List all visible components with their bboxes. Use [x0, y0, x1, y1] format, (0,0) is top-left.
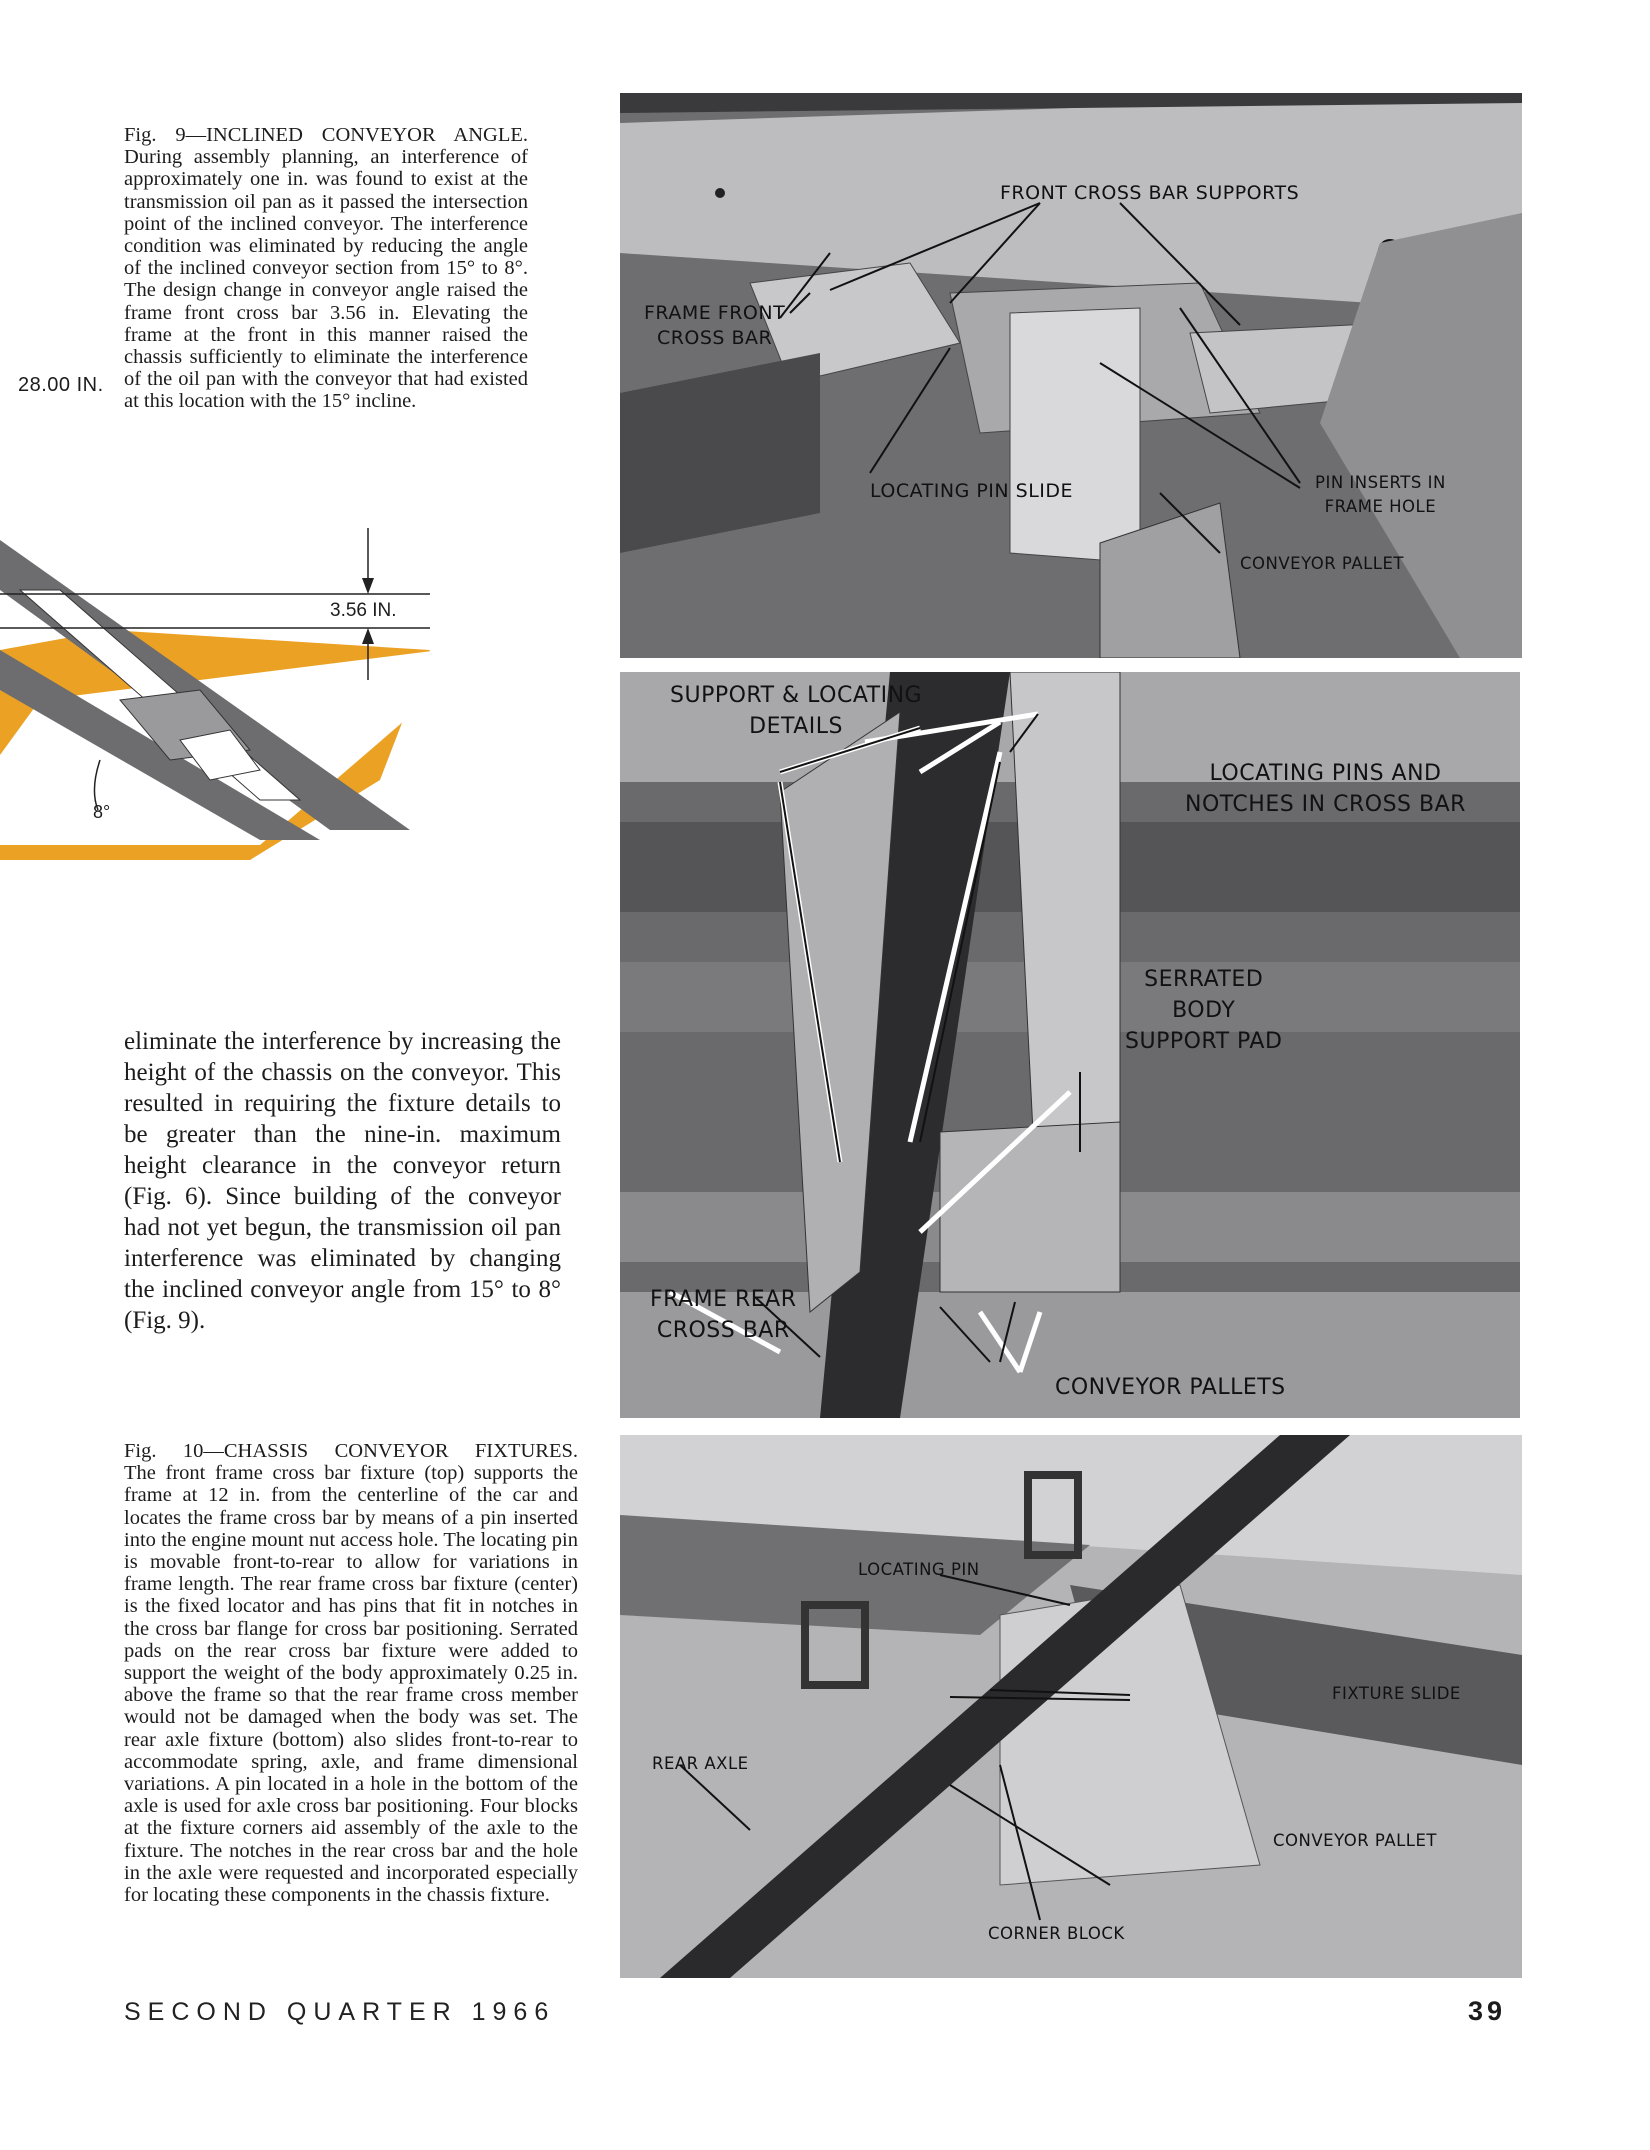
fig9-title: Fig. 9—INCLINED CONVEYOR ANGLE.	[124, 124, 528, 146]
label-line: CROSS BAR	[656, 1318, 790, 1343]
label-conveyor-pallets: CONVEYOR PALLETS	[1055, 1375, 1286, 1400]
label-fixture-slide: FIXTURE SLIDE	[1332, 1684, 1461, 1703]
label-frame-rear-cross-bar	[650, 1284, 797, 1346]
label-front-cross-bar-supports: FRONT CROSS BAR SUPPORTS	[1000, 182, 1300, 204]
label-support-locating-details	[670, 680, 922, 742]
label-frame-front-cross-bar	[644, 301, 785, 351]
label-line: CROSS BAR	[656, 327, 773, 349]
label-corner-block: CORNER BLOCK	[988, 1924, 1125, 1943]
label-line: SUPPORT & LOCATING	[670, 683, 923, 708]
footer-issue: SECOND QUARTER 1966	[124, 1998, 556, 2026]
label-line: FRAME FRONT	[644, 302, 786, 324]
label-line: PIN INSERTS IN	[1315, 473, 1446, 492]
body-paragraph: eliminate the interference by increasing the height of the chassis on the conveyor. This resulted in requiring the fixture details to be greater than the nine-in. maximum height clearance in the conveyor return (Fig. 6). Since building of the conveyor had not yet begun, the transmission oil pan interference was eliminated by changing the inclined conveyor angle from 15° to 8° (Fig. 9).	[124, 1028, 561, 1334]
label-line: SERRATED	[1144, 967, 1264, 992]
label-locating-pins-notches	[1185, 758, 1466, 820]
page-number: 39	[1468, 1996, 1507, 2026]
label-serrated-body-support-pad	[1125, 964, 1282, 1057]
arrow-down-icon	[362, 578, 374, 594]
label-conveyor-pallet: CONVEYOR PALLET	[1240, 554, 1405, 573]
dimension-rise-label: 3.56 IN.	[330, 600, 397, 621]
label-line: BODY	[1172, 998, 1236, 1023]
fig9-text: During assembly planning, an interference of approximately one in. was found to exist at the transmission oil pan as it passed the intersection point of the inclined conveyor. The interference condition was eliminated by reducing the angle of the inclined conveyor section from 15° to 8°. The design change in conveyor angle raised the frame front cross bar 3.56 in. Elevating the frame at the front in this manner raised the chassis sufficiently to eliminate the interference of the oil pan with the conveyor that had existed at this location with the 15° incline.	[124, 146, 528, 413]
inclined-conveyor-diagram	[0, 500, 440, 860]
label-line: NOTCHES IN CROSS BAR	[1185, 792, 1466, 817]
fig10-title: Fig. 10—CHASSIS CONVEYOR FIXTURES.	[124, 1440, 578, 1462]
label-pin-inserts	[1315, 471, 1446, 519]
photo-rear-axle-fixture	[620, 1435, 1522, 1978]
label-line: FRAME HOLE	[1324, 497, 1437, 516]
dimension-height-label: 28.00 IN.	[18, 374, 104, 396]
label-line: FRAME REAR	[650, 1287, 797, 1312]
label-line: SUPPORT PAD	[1125, 1029, 1283, 1054]
photo-front-cross-bar-fixture	[620, 93, 1522, 658]
arrow-up-icon	[362, 628, 374, 644]
label-line: DETAILS	[749, 714, 843, 739]
label-line: LOCATING PINS AND	[1209, 761, 1442, 786]
fig10-text: The front frame cross bar fixture (top) supports the frame at 12 in. from the centerline of the car and locates the frame cross bar by means of a pin inserted into the engine mount nut access hole. The locating pin is movable front-to-rear to allow for variations in frame length. The rear frame cross bar fixture (center) is the fixed locator and has pins that fit in notches in the cross bar flange for cross bar positioning. Serrated pads on the rear cross bar fixture were added to support the weight of the body approximately 0.25 in. above the frame so that the rear frame cross member would not be damaged when the body was set. The rear axle fixture (bottom) also slides front-to-rear to accommodate spring, axle, and frame dimensional variations. A pin located in a hole in the bottom of the axle is used for axle cross bar positioning. Four blocks at the fixture corners aid assembly of the axle to the fixture. The notches in the rear cross bar and the hole in the axle were requested and incorporated especially for locating these components in the chassis fixture.	[124, 1462, 578, 1907]
label-locating-pin-slide: LOCATING PIN SLIDE	[870, 480, 1074, 502]
fig10-caption	[124, 1440, 578, 1906]
fig9-caption	[124, 124, 528, 413]
angle-label: 8°	[93, 802, 111, 822]
photo-rear-cross-bar-fixture	[620, 672, 1520, 1418]
label-locating-pin: LOCATING PIN	[858, 1560, 980, 1579]
label-rear-axle: REAR AXLE	[652, 1754, 749, 1773]
label-conveyor-pallet: CONVEYOR PALLET	[1273, 1831, 1438, 1850]
